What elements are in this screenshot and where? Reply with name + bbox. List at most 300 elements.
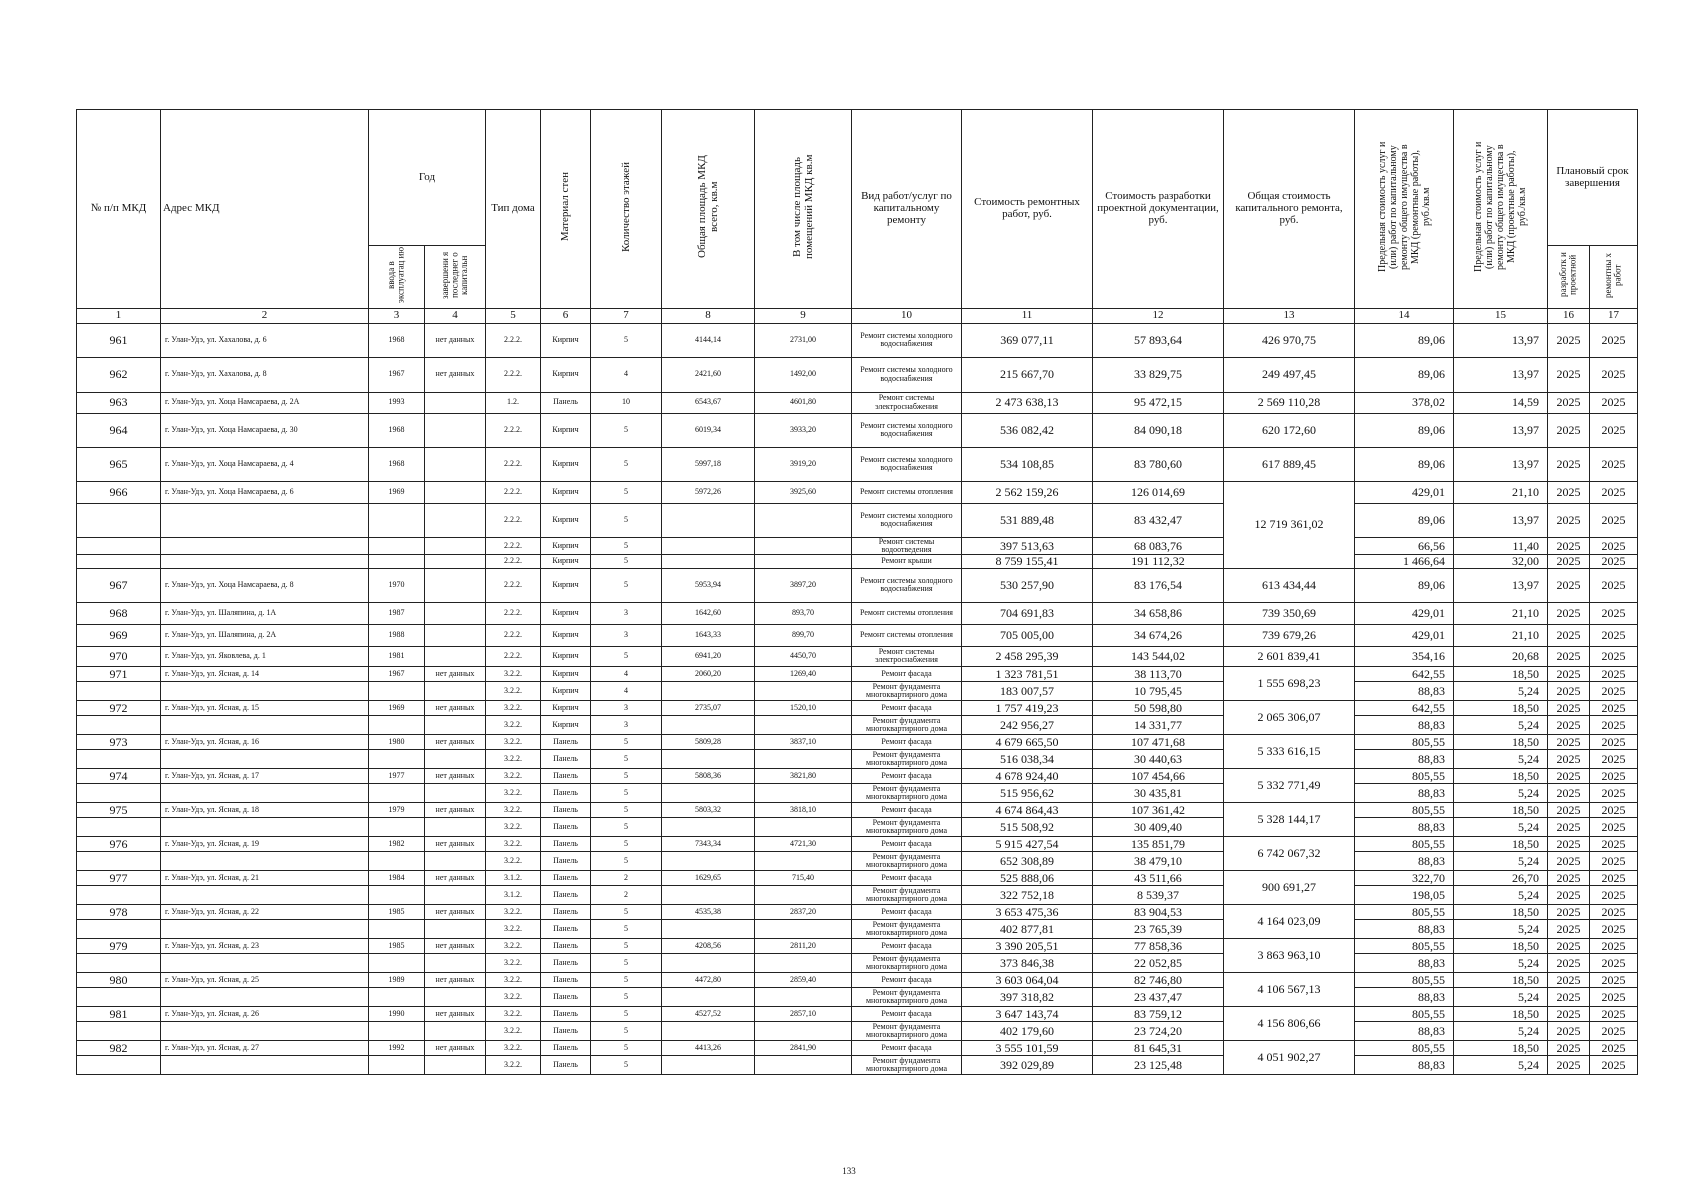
column-number: 11 <box>962 308 1093 323</box>
table-row <box>77 481 1638 503</box>
cell-wall-material: Панель <box>541 783 591 802</box>
cell-design-cost: 14 331,77 <box>1093 715 1224 734</box>
cell-work-type: Ремонт фундамента многоквартирного дома <box>852 749 962 768</box>
cell-deadline-design: 2025 <box>1548 919 1590 938</box>
cell-address <box>161 817 369 836</box>
cell-work-type: Ремонт фундамента многоквартирного дома <box>852 783 962 802</box>
table-row <box>77 715 1638 734</box>
cell-limit-repair: 429,01 <box>1355 481 1454 503</box>
cell-year-commission: 1981 <box>369 646 425 666</box>
cell-limit-design: 13,97 <box>1454 568 1548 602</box>
cell-deadline-repair: 2025 <box>1590 481 1638 503</box>
cell-house-type: 3.2.2. <box>486 1021 541 1040</box>
cell-limit-repair: 89,06 <box>1355 568 1454 602</box>
cell-mkd-number: 968 <box>77 602 161 624</box>
cell-wall-material: Панель <box>541 953 591 972</box>
header-limit-design <box>1454 110 1548 309</box>
cell-floors: 2 <box>591 870 662 885</box>
cell-design-cost: 83 780,60 <box>1093 447 1224 481</box>
cell-premises-area <box>755 681 852 700</box>
cell-work-type: Ремонт фасада <box>852 1006 962 1021</box>
cell-total-area: 7343,34 <box>662 836 755 851</box>
cell-wall-material: Кирпич <box>541 715 591 734</box>
cell-wall-material: Кирпич <box>541 624 591 646</box>
cell-total-area: 6019,34 <box>662 413 755 447</box>
cell-wall-material: Кирпич <box>541 700 591 715</box>
cell-deadline-design: 2025 <box>1548 700 1590 715</box>
cell-premises-area: 3919,20 <box>755 447 852 481</box>
cell-year-commission <box>369 749 425 768</box>
cell-deadline-design: 2025 <box>1548 555 1590 569</box>
header-year-last-repair <box>425 246 486 309</box>
cell-house-type: 3.2.2. <box>486 681 541 700</box>
cell-total-area <box>662 537 755 555</box>
cell-repair-cost: 531 889,48 <box>962 503 1093 537</box>
cell-mkd-number: 971 <box>77 666 161 681</box>
cell-design-cost: 83 904,53 <box>1093 904 1224 919</box>
cell-floors: 5 <box>591 972 662 987</box>
cell-limit-design: 18,50 <box>1454 734 1548 749</box>
cell-total-area: 5972,26 <box>662 481 755 503</box>
cell-repair-cost: 3 603 064,04 <box>962 972 1093 987</box>
cell-total-area: 1643,33 <box>662 624 755 646</box>
table-row <box>77 646 1638 666</box>
cell-limit-design: 18,50 <box>1454 1006 1548 1021</box>
cell-deadline-repair: 2025 <box>1590 904 1638 919</box>
table-row <box>77 624 1638 646</box>
cell-address <box>161 681 369 700</box>
cell-year-last-repair: нет данных <box>425 734 486 749</box>
cell-repair-cost: 215 667,70 <box>962 357 1093 392</box>
cell-total-area: 2421,60 <box>662 357 755 392</box>
capital-repair-table <box>76 109 1638 1075</box>
cell-total-area <box>662 503 755 537</box>
cell-floors: 4 <box>591 681 662 700</box>
cell-deadline-design: 2025 <box>1548 734 1590 749</box>
cell-total-area: 4535,38 <box>662 904 755 919</box>
cell-house-type: 3.2.2. <box>486 1055 541 1074</box>
cell-deadline-design: 2025 <box>1548 768 1590 783</box>
cell-work-type: Ремонт фундамента многоквартирного дома <box>852 817 962 836</box>
cell-mkd-number <box>77 885 161 904</box>
cell-deadline-design: 2025 <box>1548 817 1590 836</box>
table-row <box>77 802 1638 817</box>
cell-deadline-repair: 2025 <box>1590 715 1638 734</box>
cell-repair-cost: 183 007,57 <box>962 681 1093 700</box>
cell-address <box>161 1021 369 1040</box>
cell-design-cost: 83 432,47 <box>1093 503 1224 537</box>
cell-year-commission: 1993 <box>369 392 425 413</box>
cell-premises-area <box>755 783 852 802</box>
cell-wall-material: Панель <box>541 734 591 749</box>
cell-repair-cost: 397 318,82 <box>962 987 1093 1006</box>
cell-repair-cost: 530 257,90 <box>962 568 1093 602</box>
cell-repair-cost: 2 562 159,26 <box>962 481 1093 503</box>
cell-deadline-design: 2025 <box>1548 447 1590 481</box>
table-row <box>77 734 1638 749</box>
cell-limit-repair: 1 466,64 <box>1355 555 1454 569</box>
cell-total-cost: 249 497,45 <box>1224 357 1355 392</box>
cell-deadline-repair: 2025 <box>1590 953 1638 972</box>
cell-repair-cost: 402 877,81 <box>962 919 1093 938</box>
cell-deadline-repair: 2025 <box>1590 749 1638 768</box>
cell-year-last-repair <box>425 1055 486 1074</box>
cell-floors: 5 <box>591 447 662 481</box>
cell-deadline-design: 2025 <box>1548 972 1590 987</box>
cell-limit-repair: 805,55 <box>1355 1040 1454 1055</box>
cell-premises-area <box>755 817 852 836</box>
cell-house-type: 3.2.2. <box>486 783 541 802</box>
cell-year-commission: 1979 <box>369 802 425 817</box>
cell-total-cost: 3 863 963,10 <box>1224 938 1355 972</box>
cell-mkd-number <box>77 715 161 734</box>
cell-deadline-repair: 2025 <box>1590 1021 1638 1040</box>
cell-total-cost: 2 601 839,41 <box>1224 646 1355 666</box>
cell-year-commission: 1967 <box>369 357 425 392</box>
cell-address <box>161 953 369 972</box>
cell-year-commission: 1988 <box>369 624 425 646</box>
cell-work-type: Ремонт системы холодного водоснабжения <box>852 447 962 481</box>
cell-deadline-repair: 2025 <box>1590 972 1638 987</box>
cell-total-cost: 12 719 361,02 <box>1224 481 1355 568</box>
cell-house-type: 3.2.2. <box>486 1006 541 1021</box>
cell-year-commission <box>369 681 425 700</box>
cell-house-type: 2.2.2. <box>486 568 541 602</box>
cell-repair-cost: 515 956,62 <box>962 783 1093 802</box>
cell-total-cost: 613 434,44 <box>1224 568 1355 602</box>
cell-premises-area <box>755 749 852 768</box>
cell-address: г. Улан-Удэ, ул. Хоца Намсараева, д. 2А <box>161 392 369 413</box>
cell-premises-area: 1492,00 <box>755 357 852 392</box>
cell-floors: 4 <box>591 357 662 392</box>
table-row <box>77 851 1638 870</box>
cell-mkd-number: 979 <box>77 938 161 953</box>
cell-wall-material: Панель <box>541 749 591 768</box>
header-year-commission-text: ввода в эксплуатац ию <box>386 246 406 304</box>
column-number: 17 <box>1590 308 1638 323</box>
table-row <box>77 357 1638 392</box>
cell-limit-design: 13,97 <box>1454 357 1548 392</box>
cell-work-type: Ремонт системы холодного водоснабжения <box>852 503 962 537</box>
cell-house-type: 2.2.2. <box>486 624 541 646</box>
cell-floors: 5 <box>591 323 662 357</box>
cell-year-last-repair <box>425 919 486 938</box>
cell-limit-repair: 805,55 <box>1355 904 1454 919</box>
cell-wall-material: Кирпич <box>541 602 591 624</box>
cell-premises-area: 893,70 <box>755 602 852 624</box>
cell-limit-repair: 88,83 <box>1355 783 1454 802</box>
cell-address: г. Улан-Удэ, ул. Хоца Намсараева, д. 8 <box>161 568 369 602</box>
cell-premises-area <box>755 919 852 938</box>
cell-deadline-repair: 2025 <box>1590 555 1638 569</box>
cell-deadline-design: 2025 <box>1548 481 1590 503</box>
cell-design-cost: 50 598,80 <box>1093 700 1224 715</box>
cell-house-type: 3.2.2. <box>486 802 541 817</box>
table-body <box>77 323 1638 1074</box>
cell-premises-area <box>755 987 852 1006</box>
cell-deadline-repair: 2025 <box>1590 357 1638 392</box>
cell-premises-area: 2857,10 <box>755 1006 852 1021</box>
cell-wall-material: Панель <box>541 392 591 413</box>
cell-wall-material: Панель <box>541 1055 591 1074</box>
cell-limit-repair: 805,55 <box>1355 1006 1454 1021</box>
cell-year-last-repair <box>425 555 486 569</box>
cell-limit-repair: 88,83 <box>1355 1021 1454 1040</box>
cell-total-cost: 620 172,60 <box>1224 413 1355 447</box>
cell-premises-area: 4450,70 <box>755 646 852 666</box>
cell-wall-material: Кирпич <box>541 537 591 555</box>
cell-work-type: Ремонт фасада <box>852 700 962 715</box>
cell-limit-design: 18,50 <box>1454 666 1548 681</box>
cell-mkd-number <box>77 953 161 972</box>
table-row <box>77 885 1638 904</box>
cell-work-type: Ремонт крыши <box>852 555 962 569</box>
cell-mkd-number: 982 <box>77 1040 161 1055</box>
cell-deadline-repair: 2025 <box>1590 885 1638 904</box>
table-row <box>77 904 1638 919</box>
cell-work-type: Ремонт системы холодного водоснабжения <box>852 323 962 357</box>
cell-address: г. Улан-Удэ, ул. Шаляпина, д. 1А <box>161 602 369 624</box>
cell-deadline-repair: 2025 <box>1590 987 1638 1006</box>
cell-deadline-repair: 2025 <box>1590 919 1638 938</box>
cell-year-last-repair <box>425 1021 486 1040</box>
cell-premises-area: 4601,80 <box>755 392 852 413</box>
cell-total-cost: 2 065 306,07 <box>1224 700 1355 734</box>
cell-limit-design: 5,24 <box>1454 783 1548 802</box>
cell-floors: 5 <box>591 938 662 953</box>
cell-address: г. Улан-Удэ, ул. Хоца Намсараева, д. 30 <box>161 413 369 447</box>
table-row <box>77 836 1638 851</box>
cell-floors: 5 <box>591 987 662 1006</box>
cell-deadline-repair: 2025 <box>1590 700 1638 715</box>
cell-wall-material: Кирпич <box>541 646 591 666</box>
cell-design-cost: 107 361,42 <box>1093 802 1224 817</box>
cell-year-commission <box>369 1055 425 1074</box>
cell-premises-area: 3821,80 <box>755 768 852 783</box>
header-design-cost: Стоимость разработки проектной документации, руб. <box>1093 110 1224 309</box>
cell-limit-repair: 88,83 <box>1355 1055 1454 1074</box>
header-wall-material <box>541 110 591 309</box>
cell-limit-design: 13,97 <box>1454 447 1548 481</box>
cell-mkd-number: 961 <box>77 323 161 357</box>
cell-address <box>161 851 369 870</box>
cell-house-type: 2.2.2. <box>486 503 541 537</box>
cell-design-cost: 10 795,45 <box>1093 681 1224 700</box>
cell-design-cost: 34 658,86 <box>1093 602 1224 624</box>
cell-mkd-number <box>77 851 161 870</box>
cell-floors: 5 <box>591 904 662 919</box>
table-row <box>77 938 1638 953</box>
cell-floors: 5 <box>591 802 662 817</box>
cell-house-type: 2.2.2. <box>486 646 541 666</box>
cell-deadline-repair: 2025 <box>1590 447 1638 481</box>
cell-floors: 5 <box>591 1006 662 1021</box>
cell-year-commission <box>369 885 425 904</box>
cell-year-commission <box>369 817 425 836</box>
cell-year-last-repair <box>425 885 486 904</box>
cell-total-area <box>662 715 755 734</box>
cell-limit-design: 5,24 <box>1454 919 1548 938</box>
cell-year-last-repair <box>425 503 486 537</box>
cell-house-type: 2.2.2. <box>486 481 541 503</box>
cell-deadline-design: 2025 <box>1548 836 1590 851</box>
column-number: 12 <box>1093 308 1224 323</box>
cell-total-area: 4144,14 <box>662 323 755 357</box>
cell-repair-cost: 397 513,63 <box>962 537 1093 555</box>
cell-year-commission: 1985 <box>369 938 425 953</box>
cell-premises-area: 4721,30 <box>755 836 852 851</box>
cell-total-area <box>662 749 755 768</box>
cell-year-commission <box>369 1021 425 1040</box>
cell-year-commission: 1989 <box>369 972 425 987</box>
table-row <box>77 987 1638 1006</box>
cell-wall-material: Панель <box>541 1021 591 1040</box>
cell-limit-repair: 88,83 <box>1355 681 1454 700</box>
cell-deadline-design: 2025 <box>1548 1040 1590 1055</box>
cell-design-cost: 107 454,66 <box>1093 768 1224 783</box>
page-number: 133 <box>842 1166 856 1176</box>
cell-address: г. Улан-Удэ, ул. Ясная, д. 23 <box>161 938 369 953</box>
cell-year-commission: 1980 <box>369 734 425 749</box>
cell-repair-cost: 392 029,89 <box>962 1055 1093 1074</box>
cell-address <box>161 919 369 938</box>
cell-deadline-repair: 2025 <box>1590 1006 1638 1021</box>
cell-address: г. Улан-Удэ, ул. Ясная, д. 16 <box>161 734 369 749</box>
cell-limit-repair: 805,55 <box>1355 972 1454 987</box>
table-row <box>77 681 1638 700</box>
cell-year-last-repair <box>425 715 486 734</box>
cell-deadline-repair: 2025 <box>1590 817 1638 836</box>
cell-mkd-number: 981 <box>77 1006 161 1021</box>
cell-limit-design: 5,24 <box>1454 681 1548 700</box>
cell-deadline-design: 2025 <box>1548 537 1590 555</box>
cell-total-area: 5809,28 <box>662 734 755 749</box>
cell-premises-area: 1269,40 <box>755 666 852 681</box>
cell-total-cost: 426 970,75 <box>1224 323 1355 357</box>
cell-total-area <box>662 953 755 972</box>
cell-total-area <box>662 681 755 700</box>
cell-premises-area <box>755 503 852 537</box>
cell-repair-cost: 515 508,92 <box>962 817 1093 836</box>
column-number: 14 <box>1355 308 1454 323</box>
cell-repair-cost: 2 458 295,39 <box>962 646 1093 666</box>
cell-work-type: Ремонт фундамента многоквартирного дома <box>852 987 962 1006</box>
cell-limit-repair: 429,01 <box>1355 624 1454 646</box>
cell-floors: 5 <box>591 568 662 602</box>
cell-wall-material: Панель <box>541 972 591 987</box>
cell-wall-material: Кирпич <box>541 413 591 447</box>
table-row <box>77 919 1638 938</box>
cell-house-type: 3.2.2. <box>486 904 541 919</box>
cell-wall-material: Панель <box>541 836 591 851</box>
table-row <box>77 870 1638 885</box>
cell-design-cost: 23 765,39 <box>1093 919 1224 938</box>
cell-mkd-number: 975 <box>77 802 161 817</box>
cell-deadline-design: 2025 <box>1548 503 1590 537</box>
cell-mkd-number: 966 <box>77 481 161 503</box>
cell-floors: 2 <box>591 885 662 904</box>
cell-design-cost: 126 014,69 <box>1093 481 1224 503</box>
cell-deadline-design: 2025 <box>1548 323 1590 357</box>
cell-wall-material: Панель <box>541 1040 591 1055</box>
cell-house-type: 2.2.2. <box>486 323 541 357</box>
cell-address: г. Улан-Удэ, ул. Ясная, д. 14 <box>161 666 369 681</box>
cell-mkd-number: 980 <box>77 972 161 987</box>
cell-total-area: 4413,26 <box>662 1040 755 1055</box>
cell-house-type: 2.2.2. <box>486 447 541 481</box>
cell-year-last-repair <box>425 447 486 481</box>
cell-total-area <box>662 851 755 870</box>
cell-house-type: 2.2.2. <box>486 413 541 447</box>
header-total-cost: Общая стоимость капитального ремонта, руб. <box>1224 110 1355 309</box>
cell-wall-material: Панель <box>541 817 591 836</box>
cell-wall-material: Кирпич <box>541 357 591 392</box>
cell-year-commission <box>369 987 425 1006</box>
cell-deadline-design: 2025 <box>1548 681 1590 700</box>
cell-deadline-repair: 2025 <box>1590 646 1638 666</box>
cell-deadline-design: 2025 <box>1548 413 1590 447</box>
column-number: 1 <box>77 308 161 323</box>
cell-deadline-repair: 2025 <box>1590 783 1638 802</box>
header-year: Год <box>369 110 486 246</box>
cell-work-type: Ремонт фасада <box>852 1040 962 1055</box>
cell-mkd-number: 965 <box>77 447 161 481</box>
cell-limit-repair: 88,83 <box>1355 715 1454 734</box>
cell-address: г. Улан-Удэ, ул. Ясная, д. 27 <box>161 1040 369 1055</box>
column-number: 10 <box>852 308 962 323</box>
cell-house-type: 3.2.2. <box>486 938 541 953</box>
header-address: Адрес МКД <box>161 110 369 309</box>
cell-address: г. Улан-Удэ, ул. Ясная, д. 15 <box>161 700 369 715</box>
cell-total-cost: 5 332 771,49 <box>1224 768 1355 802</box>
cell-deadline-design: 2025 <box>1548 602 1590 624</box>
cell-limit-design: 13,97 <box>1454 503 1548 537</box>
cell-limit-repair: 805,55 <box>1355 734 1454 749</box>
cell-limit-design: 18,50 <box>1454 972 1548 987</box>
table-row <box>77 783 1638 802</box>
cell-design-cost: 143 544,02 <box>1093 646 1224 666</box>
cell-limit-repair: 642,55 <box>1355 700 1454 715</box>
cell-address: г. Улан-Удэ, ул. Ясная, д. 22 <box>161 904 369 919</box>
cell-work-type: Ремонт фасада <box>852 768 962 783</box>
cell-total-cost: 4 164 023,09 <box>1224 904 1355 938</box>
cell-mkd-number: 962 <box>77 357 161 392</box>
cell-floors: 5 <box>591 919 662 938</box>
cell-mkd-number: 974 <box>77 768 161 783</box>
cell-deadline-design: 2025 <box>1548 392 1590 413</box>
cell-limit-design: 18,50 <box>1454 768 1548 783</box>
cell-total-area <box>662 555 755 569</box>
cell-floors: 3 <box>591 624 662 646</box>
table-row <box>77 1040 1638 1055</box>
cell-work-type: Ремонт фундамента многоквартирного дома <box>852 1055 962 1074</box>
cell-limit-repair: 89,06 <box>1355 323 1454 357</box>
cell-repair-cost: 369 077,11 <box>962 323 1093 357</box>
cell-limit-design: 13,97 <box>1454 413 1548 447</box>
cell-address <box>161 555 369 569</box>
cell-year-commission: 1984 <box>369 870 425 885</box>
cell-design-cost: 8 539,37 <box>1093 885 1224 904</box>
cell-year-commission <box>369 715 425 734</box>
cell-total-area: 5803,32 <box>662 802 755 817</box>
cell-mkd-number <box>77 1055 161 1074</box>
cell-year-commission: 1969 <box>369 700 425 715</box>
cell-design-cost: 34 674,26 <box>1093 624 1224 646</box>
cell-address: г. Улан-Удэ, ул. Хоца Намсараева, д. 6 <box>161 481 369 503</box>
cell-floors: 5 <box>591 413 662 447</box>
cell-repair-cost: 705 005,00 <box>962 624 1093 646</box>
cell-repair-cost: 516 038,34 <box>962 749 1093 768</box>
